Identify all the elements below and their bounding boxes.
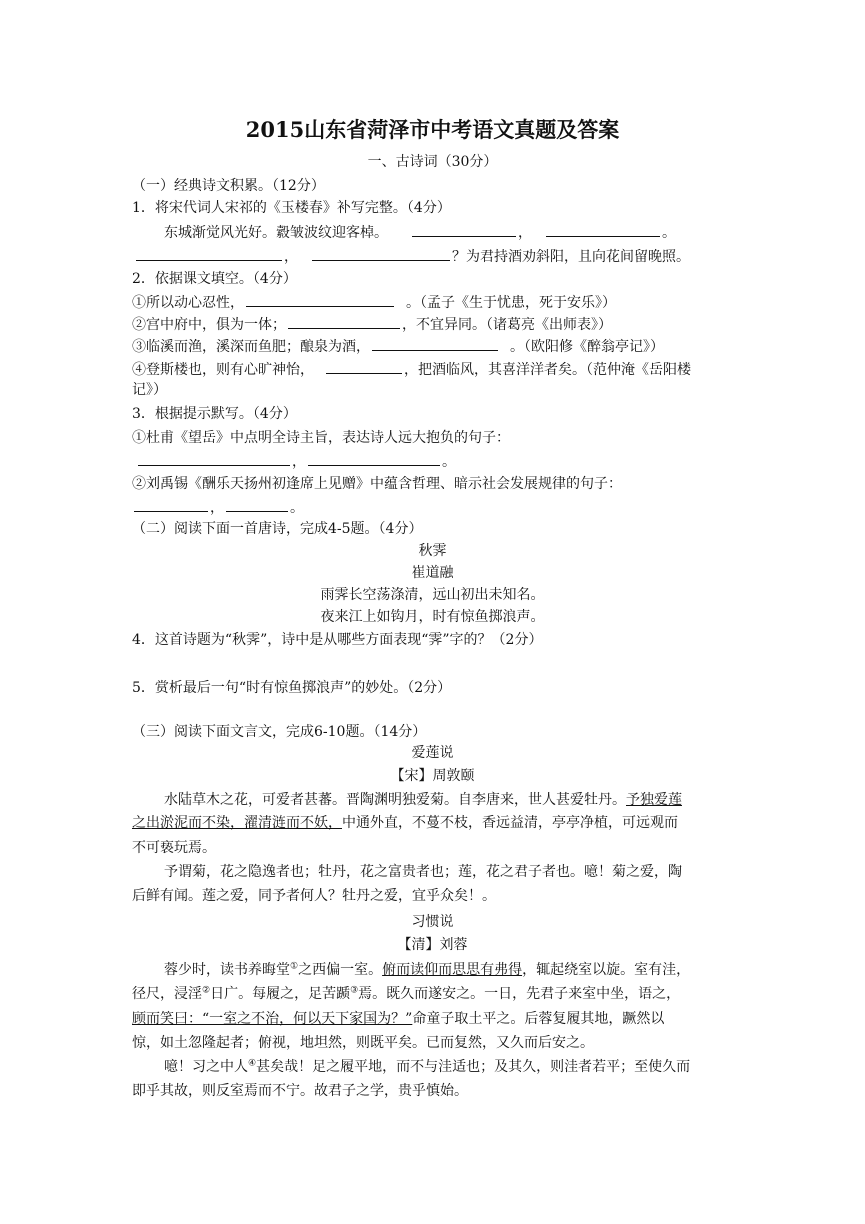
text-run: 蓉少时，读书养晦堂 [164,962,290,978]
answer-blank[interactable] [288,314,400,329]
q3-answer-a [136,451,456,472]
text-run: 焉。既久而遂安之。一日，先君子来室中坐，语之， [358,986,681,1002]
answer-blank[interactable] [326,359,402,374]
answer-blank[interactable] [246,292,394,307]
q2-c-text: ③临溪而渔，溪深而鱼肥；酿泉为酒， [132,339,370,355]
text-run: 噫！习之中人 [164,1059,248,1075]
q1-line2 [134,246,690,267]
q1-line2-end: ？为君持酒劝斜阳，且向花间留晚照。 [452,249,690,265]
answer-blank[interactable] [136,246,282,261]
footnote-marker: ④ [248,1058,257,1069]
q3-answer-b [132,497,304,518]
punct: ， [518,225,532,241]
part1-heading: （一）经典诗文积累。（12分） [132,178,325,194]
text1-author: 【宋】周敦颐 [390,768,475,784]
text1-p2-line: 予谓菊，花之隐逸者也；牡丹，花之富贵者也；莲，花之君子者也。噫！菊之爱，陶 [164,864,682,880]
text1-p1-line: 不可亵玩焉。 [132,840,216,856]
answer-blank[interactable] [138,451,290,466]
answer-blank[interactable] [226,497,288,512]
punct: ， [292,454,306,470]
q4-stem: 4．这首诗题为“秋霁”，诗中是从哪些方面表现“霁”字的？（2分） [132,632,543,648]
text1-p1-line [164,790,682,810]
text2-p1-line [132,1009,664,1029]
punct: ， [284,249,298,265]
answer-blank[interactable] [372,336,498,351]
q2-b-source: ，不宜异同。（诸葛亮《出师表》） [402,317,612,333]
underlined-sentence: 顾而笑曰：“一室之不治，何以天下家国为？” [132,1011,413,1027]
q2-b-text: ②宫中府中，俱为一体； [132,317,286,333]
text2-title: 习惯说 [411,914,454,930]
underlined-sentence: 俯而读仰而思思有弗得 [382,962,523,978]
document-title: 2015山东省菏泽市中考语文真题及答案 [245,117,620,142]
q1-line1-text: 东城渐觉风光好。縠皱波纹迎客棹。 [164,225,388,241]
answer-blank[interactable] [412,222,516,237]
section-heading: 一、古诗词（30分） [367,154,498,170]
text-run: 水陆草木之花，可爱者甚蕃。晋陶渊明独爱菊。自李唐来，世人甚爱牡丹。 [164,792,626,808]
text-run: 径尺，浸淫 [132,986,202,1002]
q2-item-a [132,292,616,313]
q3-prompt-b: ②刘禹锡《酬乐天扬州初逢席上见赠》中蕴含哲理、暗示社会发展规律的句子： [132,476,622,492]
text-run: 日广。每履之，足苦踬 [210,986,351,1002]
underlined-sentence: 之出淤泥而不染，濯清涟而不妖， [132,815,342,831]
q2-item-c [132,336,664,357]
punct: ， [210,500,224,516]
q2-item-b [132,314,612,335]
text2-p2-line: 即乎其故，则反室焉而不宁。故君子之学，贵乎慎始。 [132,1083,468,1099]
q3-prompt-a: ①杜甫《望岳》中点明全诗主旨，表达诗人远大抱负的句子： [132,430,510,446]
q5-stem: 5．赏析最后一句“时有惊鱼掷浪声”的妙处。（2分） [132,680,452,696]
poem-line: 夜来江上如钩月，时有惊鱼掷浪声。 [320,609,545,625]
part3-heading: （三）阅读下面文言文，完成6-10题。（14分） [132,724,427,740]
text-run: 中通外直，不蔓不枝，香远益清，亭亭净植，可远观而 [342,815,678,831]
text-run: 之西偏一室。 [298,962,383,978]
footnote-marker: ② [202,985,211,996]
text1-p1-line [132,813,678,833]
underlined-sentence: 予独爱莲 [626,792,682,808]
q2-d-text: ④登斯楼也，则有心旷神怡， [132,362,314,378]
answer-blank[interactable] [308,451,440,466]
text-run: 命童子取土平之。后蓉复履其地，蹶然以 [412,1011,665,1027]
answer-blank[interactable] [312,246,450,261]
q3-stem: 3．根据提示默写。（4分） [132,406,297,422]
punct: 。 [290,500,304,516]
footnote-marker: ③ [350,985,359,996]
text2-p2-line [164,1057,690,1077]
text1-title: 爱莲说 [411,745,454,761]
q2-item-d [132,359,691,380]
text1-p2-line: 后鲜有闻。莲之爱，同予者何人？牡丹之爱，宜乎众矣！。 [132,888,496,904]
poem-line: 雨霁长空荡涤清，远山初出未知名。 [320,587,545,603]
q1-stem: 1．将宋代词人宋祁的《玉楼春》补写完整。（4分） [132,200,451,216]
text2-p1-line [132,984,680,1004]
q2-c-source: 。（欧阳修《醉翁亭记》） [510,339,664,355]
text-run: 甚矣哉！足之履平地，而不与洼适也；及其久，则洼者若平；至使久而 [256,1059,691,1075]
q2-d-source: ，把酒临风，其喜洋洋者矣。（范仲淹《岳阳楼 [404,362,691,378]
q1-line1 [164,222,676,243]
footnote-marker: ① [290,961,299,972]
answer-blank[interactable] [134,497,208,512]
poem-author: 崔道融 [411,565,454,581]
text2-p1-line [164,960,690,980]
poem-title: 秋霁 [418,543,447,559]
text2-p1-line: 惊，如土忽隆起者；俯视，地坦然，则既平矣。已而复然，又久而后安之。 [132,1035,594,1051]
part2-heading: （二）阅读下面一首唐诗，完成4-5题。（4分） [132,521,423,537]
answer-blank[interactable] [546,222,660,237]
text-run: ，辄起绕室以旋。室有洼， [522,962,691,978]
punct: 。 [662,225,676,241]
q2-a-source: 。（孟子《生于忧患，死于安乐》） [406,295,616,311]
text2-author: 【清】刘蓉 [397,937,468,953]
punct: 。 [442,454,456,470]
q2-stem: 2．依据课文填空。（4分） [132,271,297,287]
q2-item-d-cont: 记》） [132,382,167,398]
q2-a-text: ①所以动心忍性， [132,295,244,311]
